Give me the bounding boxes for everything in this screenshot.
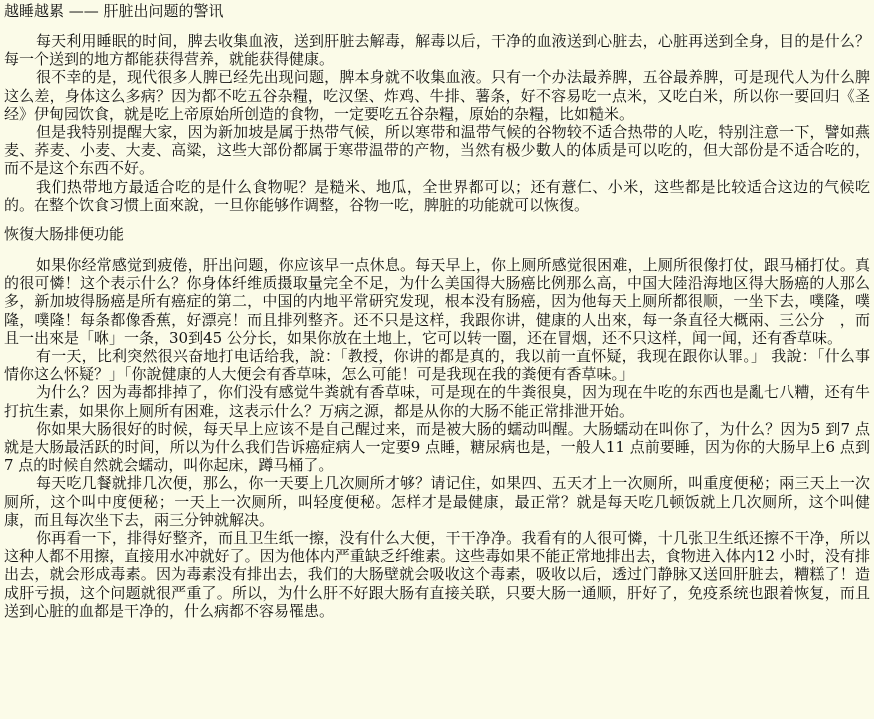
paragraph: 你再看一下，排得好整齐，而且卫生纸一擦，没有什么大便，干干净净。我看有的人很可憐，十几张卫生纸还擦不干净，所以这种人都不用擦，直接用水冲就好了。因为他体内严重缺乏纤维素。这些毒如果不能正常地排出去，食物进入体内12 小时，没有排出去，就会形成毒素。因为毒素没有排出去，我们的大肠壁就会吸收这个毒素，吸收以后，透过门静脉又送回肝脏去，糟糕了！造成肝亏损，这个问题就很严重了。所以，为什么肝不好跟大肠有直接关联，只要大肠一通顺，肝好了，免疫系统也跟着恢复，而且送到心脏的血都是干净的，什么病都不容易罹患。 [4, 529, 870, 620]
paragraph: 为什么？因为毒都排掉了，你们没有感觉牛粪就有香草味，可是现在的牛粪很臭，因为现在牛吃的东西也是亂七八糟，还有牛打抗生素，如果你上厕所有困难，这表示什么？万病之源，都是从你的大肠不能正常排泄开始。 [4, 383, 870, 420]
section-colon [4, 256, 870, 620]
paragraph: 有一天，比利突然很兴奋地打电话给我，說：「教授，你讲的都是真的，我以前一直怀疑，我现在跟你认罪。」 我說：「什么事情你这么怀疑？」「你說健康的人大便会有香草味，怎么可能！可是我现在我的粪便有香草味。」 [4, 347, 870, 384]
paragraph: 我们热带地方最适合吃的是什么食物呢？是糙米、地瓜，全世界都可以；还有薏仁、小米，这些都是比较适合这边的气候吃的。在整个饮食习惯上面來說，一旦你能够作调整，谷物一吃，脾脏的功能就可以恢復。 [4, 177, 870, 214]
paragraph: 如果你经常感觉到疲倦，肝出问题，你应该早一点休息。每天早上，你上厕所感觉很困难，上厕所很像打仗，跟马桶打仗。真的很可憐！这个表示什么？你身体纤维质摄取量完全不足，为什么美国得大肠癌比例那么高，中国大陸沿海地区得大肠癌的人那么多，新加坡得肠癌是所有癌症的第二，中国的内地平常研究发现，根本没有肠癌，因为他每天上厕所都很顺，一坐下去，噗隆，噗隆，噗隆！每条都像香蕉，好漂亮！而且排列整齐。还不只是这样，我跟你讲，健康的人出來，每一条直径大概兩、三公分 ，而且一出來是「咻」一条，30到45 公分长，如果你放在土地上，它可以转一圈，还在冒烟，还不只这样，闻一闻，还有香草味。 [4, 256, 870, 347]
paragraph: 很不幸的是，现代很多人脾已经先出现问题，脾本身就不收集血液。只有一个办法最养脾，五谷最养脾，可是现代人为什么脾这么差，身体这么多病？因为都不吃五谷杂糧，吃汉堡、炸鸡、牛排、薯条，好不容易吃一点米，又吃白米，所以你一要回归《圣经》伊甸园饮食，就是吃上帝原始所创造的食物，一定要吃五谷杂糧，原始的杂糧，比如糙米。 [4, 68, 870, 123]
section-title: 恢復大肠排便功能 [4, 225, 125, 244]
paragraph: 你如果大肠很好的时候，每天早上应该不是自己醒过来，而是被大肠的蠕动叫醒。大肠蠕动在叫你了，为什么？因为5 到7 点就是大肠最活跃的时间，所以为什么我们告诉癌症病人一定要9 点睡，糖尿病也是，一般人11 点前要睡，因为你的大肠早上6 点到7 点的时候自然就会蠕动，叫你起床，蹲马桶了。 [4, 419, 870, 475]
paragraph: 但是我特别提醒大家，因为新加坡是属于热带气候，所以寒带和温带气候的谷物较不适合热带的人吃，特别注意一下，譬如燕麦、荞麦、小麦、大麦、高粱，这些大部份都属于寒带温带的产物，当然有极少數人的体质是可以吃的，但大部份是不适合吃的，而不是这个东西不好。 [4, 123, 870, 178]
paragraph: 每天吃几餐就排几次便，那么，你一天要上几次厕所才够？请记住，如果四、五天才上一次厕所，叫重度便秘；兩三天上一次厕所，这个叫中度便秘；一天上一次厕所，叫轻度便秘。怎样才是最健康，最正常？就是每天吃几顿饭就上几次厕所，这个叫健康，而且每次坐下去，兩三分钟就解决。 [4, 474, 870, 529]
paragraph: 每天利用睡眠的时间，脾去收集血液，送到肝脏去解毒，解毒以后，干净的血液送到心脏去，心脏再送到全身，目的是什么？每一个送到的地方都能获得营养，就能获得健康。 [4, 32, 870, 69]
section-spleen [4, 32, 870, 214]
article-title: 越睡越累 —— 肝脏出问题的警讯 [4, 2, 224, 20]
